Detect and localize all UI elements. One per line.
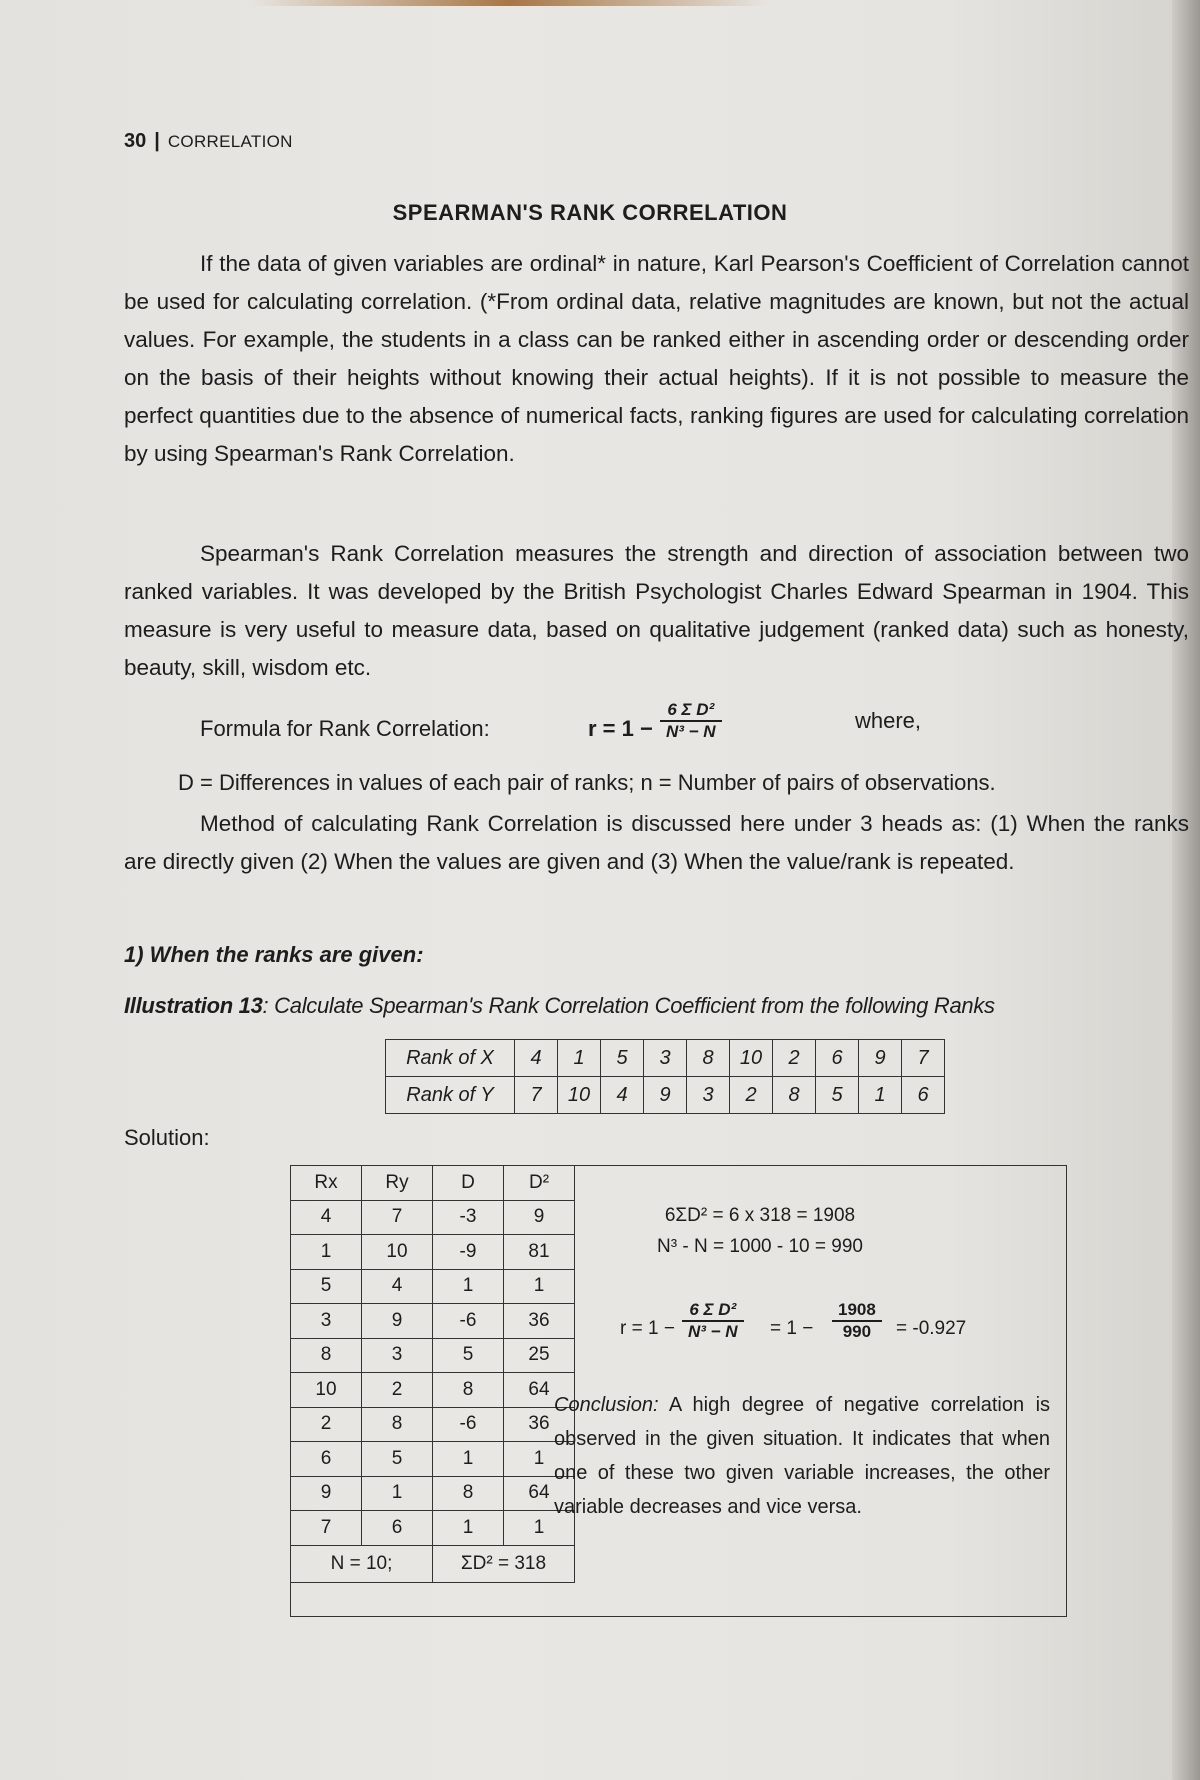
calc-cell: 2 bbox=[362, 1373, 433, 1408]
calc-cell: 5 bbox=[291, 1269, 362, 1304]
calculation-lines bbox=[560, 1200, 960, 1262]
calc-row bbox=[291, 1476, 575, 1511]
definition-paragraph: Spearman's Rank Correlation measures the strength and direction of association between two ranked variables. It was developed by the British Psychologist Charles Edward Spearman in 1904. This measure is very useful to measure data, based on qualitative judgement (ranked data) such as honesty, beauty, skill, wisdom etc. bbox=[124, 541, 1189, 680]
formula-denominator: N³ − N bbox=[666, 722, 716, 741]
calc-cell: 9 bbox=[362, 1304, 433, 1339]
rank-cell: 2 bbox=[730, 1077, 773, 1114]
solution-label: Solution: bbox=[124, 1125, 210, 1150]
r-value-denominator: 990 bbox=[842, 1322, 872, 1341]
calc-cell: 8 bbox=[362, 1407, 433, 1442]
r-prefix: r = 1 − bbox=[620, 1318, 675, 1339]
calc-cell: 8 bbox=[291, 1338, 362, 1373]
calc-cell: 10 bbox=[362, 1235, 433, 1270]
formula-fraction bbox=[660, 700, 722, 742]
rank-cell: 1 bbox=[558, 1040, 601, 1077]
calc-row bbox=[291, 1235, 575, 1270]
illustration-line bbox=[124, 993, 995, 1019]
r-numerator: 6 Σ D² bbox=[682, 1300, 744, 1322]
calc-line-1: 6ΣD² = 6 x 318 = 1908 bbox=[664, 1205, 856, 1226]
rank-cell: 8 bbox=[687, 1040, 730, 1077]
calc-cell: -9 bbox=[433, 1235, 504, 1270]
formula-numerator: 6 Σ D² bbox=[660, 700, 722, 722]
rank-row-header: Rank of Y bbox=[386, 1077, 515, 1114]
rank-cell: 3 bbox=[687, 1077, 730, 1114]
rank-cell: 6 bbox=[902, 1077, 945, 1114]
formula-label: Formula for Rank Correlation: bbox=[200, 716, 490, 741]
rank-cell: 3 bbox=[644, 1040, 687, 1077]
calc-row bbox=[291, 1407, 575, 1442]
rank-table-row bbox=[386, 1077, 945, 1114]
calc-cell: 1 bbox=[504, 1442, 575, 1477]
formula-where: where, bbox=[855, 708, 922, 733]
illustration-label: Illustration 13 bbox=[124, 993, 263, 1018]
conclusion-text: A high degree of negative correlation is observed in the given situation. It indicates that when one of these two given variable increases, the other variable decreases and vice versa. bbox=[554, 1394, 1051, 1518]
calc-cell: -6 bbox=[433, 1407, 504, 1442]
subheading-ranks-given: 1) When the ranks are given: bbox=[124, 942, 424, 967]
rank-cell: 10 bbox=[730, 1040, 773, 1077]
rank-cell: 9 bbox=[859, 1040, 902, 1077]
calc-total-row bbox=[291, 1545, 575, 1582]
calc-cell: 4 bbox=[291, 1200, 362, 1235]
illustration-text: : Calculate Spearman's Rank Correlation Coefficient from the following Ranks bbox=[262, 993, 995, 1018]
r-denominator: N³ − N bbox=[688, 1322, 738, 1341]
section-title: SPEARMAN'S RANK CORRELATION bbox=[392, 200, 788, 225]
page-top-shadow bbox=[250, 0, 770, 6]
calc-cell: 1 bbox=[433, 1511, 504, 1546]
section-name: CORRELATION bbox=[167, 132, 293, 151]
calc-cell: 64 bbox=[504, 1373, 575, 1408]
calc-cell: 25 bbox=[504, 1338, 575, 1373]
calc-row bbox=[291, 1269, 575, 1304]
running-head bbox=[124, 130, 293, 153]
calc-header-cell: Ry bbox=[362, 1166, 433, 1201]
calc-cell: 10 bbox=[291, 1373, 362, 1408]
calc-cell: 8 bbox=[433, 1476, 504, 1511]
calc-cell: 1 bbox=[291, 1235, 362, 1270]
calc-row bbox=[291, 1511, 575, 1546]
calc-cell: 8 bbox=[433, 1373, 504, 1408]
calc-cell: 5 bbox=[433, 1338, 504, 1373]
method-paragraph: Method of calculating Rank Correlation is discussed here under 3 heads as: (1) When the ranks are directly given (2) When the values are given and (3) When the value/rank is repeated. bbox=[124, 811, 1189, 874]
calculation-table bbox=[290, 1165, 575, 1583]
formula-row bbox=[200, 700, 1100, 760]
calc-row bbox=[291, 1373, 575, 1408]
rank-cell: 9 bbox=[644, 1077, 687, 1114]
calc-cell: 1 bbox=[433, 1442, 504, 1477]
rank-cell: 10 bbox=[558, 1077, 601, 1114]
calc-line-2: N³ - N = 1000 - 10 = 990 bbox=[657, 1236, 863, 1257]
calc-cell: 1 bbox=[433, 1269, 504, 1304]
calc-cell: 1 bbox=[504, 1511, 575, 1546]
d-definition: D = Differences in values of each pair of ranks; n = Number of pairs of observations. bbox=[178, 770, 996, 795]
rank-row-header: Rank of X bbox=[386, 1040, 515, 1077]
calc-row bbox=[291, 1442, 575, 1477]
calc-header-row bbox=[291, 1166, 575, 1201]
intro-paragraph: If the data of given variables are ordinal* in nature, Karl Pearson's Coefficient of Correlation cannot be used for calculating correlation. (*From ordinal data, relative magnitudes are known, but not the actual values. For example, the students in a class can be ranked either in ascending order or descending order on the basis of their heights without knowing their actual heights). If it is not possible to measure the perfect quantities due to the absence of numerical facts, ranking figures are used for calculating correlation by using Spearman's Rank Correlation. bbox=[124, 251, 1189, 466]
total-d2: ΣD² = 318 bbox=[433, 1545, 575, 1582]
rank-table-row bbox=[386, 1040, 945, 1077]
rank-cell: 5 bbox=[816, 1077, 859, 1114]
calc-cell: 36 bbox=[504, 1304, 575, 1339]
r-computation bbox=[620, 1300, 1060, 1360]
calc-cell: 36 bbox=[504, 1407, 575, 1442]
calc-cell: 7 bbox=[291, 1511, 362, 1546]
rank-table bbox=[385, 1039, 945, 1114]
calc-cell: 4 bbox=[362, 1269, 433, 1304]
calc-cell: 3 bbox=[362, 1338, 433, 1373]
rank-cell: 8 bbox=[773, 1077, 816, 1114]
calc-cell: 81 bbox=[504, 1235, 575, 1270]
r-result: = -0.927 bbox=[896, 1318, 967, 1339]
calc-cell: 1 bbox=[504, 1269, 575, 1304]
calc-cell: 7 bbox=[362, 1200, 433, 1235]
rank-cell: 6 bbox=[816, 1040, 859, 1077]
rank-cell: 4 bbox=[601, 1077, 644, 1114]
calc-cell: 9 bbox=[291, 1476, 362, 1511]
calc-cell: 9 bbox=[504, 1200, 575, 1235]
calc-cell: 6 bbox=[362, 1511, 433, 1546]
calc-cell: 1 bbox=[362, 1476, 433, 1511]
rank-cell: 7 bbox=[515, 1077, 558, 1114]
calc-row bbox=[291, 1304, 575, 1339]
conclusion bbox=[554, 1388, 1050, 1524]
calc-cell: -3 bbox=[433, 1200, 504, 1235]
calc-row bbox=[291, 1338, 575, 1373]
calc-cell: 5 bbox=[362, 1442, 433, 1477]
calc-cell: 64 bbox=[504, 1476, 575, 1511]
rank-cell: 4 bbox=[515, 1040, 558, 1077]
total-n: N = 10; bbox=[291, 1545, 433, 1582]
r-mid: = 1 − bbox=[770, 1318, 814, 1339]
formula-lhs: r = 1 − bbox=[588, 716, 653, 741]
calc-row bbox=[291, 1200, 575, 1235]
calc-cell: -6 bbox=[433, 1304, 504, 1339]
r-value-numerator: 1908 bbox=[832, 1300, 882, 1322]
rank-cell: 7 bbox=[902, 1040, 945, 1077]
rank-cell: 1 bbox=[859, 1077, 902, 1114]
conclusion-label: Conclusion: bbox=[554, 1394, 659, 1416]
calc-cell: 6 bbox=[291, 1442, 362, 1477]
page-number: 30 bbox=[124, 130, 147, 152]
r-value-fraction bbox=[832, 1300, 882, 1342]
rank-cell: 5 bbox=[601, 1040, 644, 1077]
calc-cell: 3 bbox=[291, 1304, 362, 1339]
header-separator: | bbox=[154, 130, 160, 152]
rank-cell: 2 bbox=[773, 1040, 816, 1077]
calc-header-cell: Rx bbox=[291, 1166, 362, 1201]
r-formula-fraction bbox=[682, 1300, 744, 1342]
calc-cell: 2 bbox=[291, 1407, 362, 1442]
calc-header-cell: D bbox=[433, 1166, 504, 1201]
calc-header-cell: D² bbox=[504, 1166, 575, 1201]
